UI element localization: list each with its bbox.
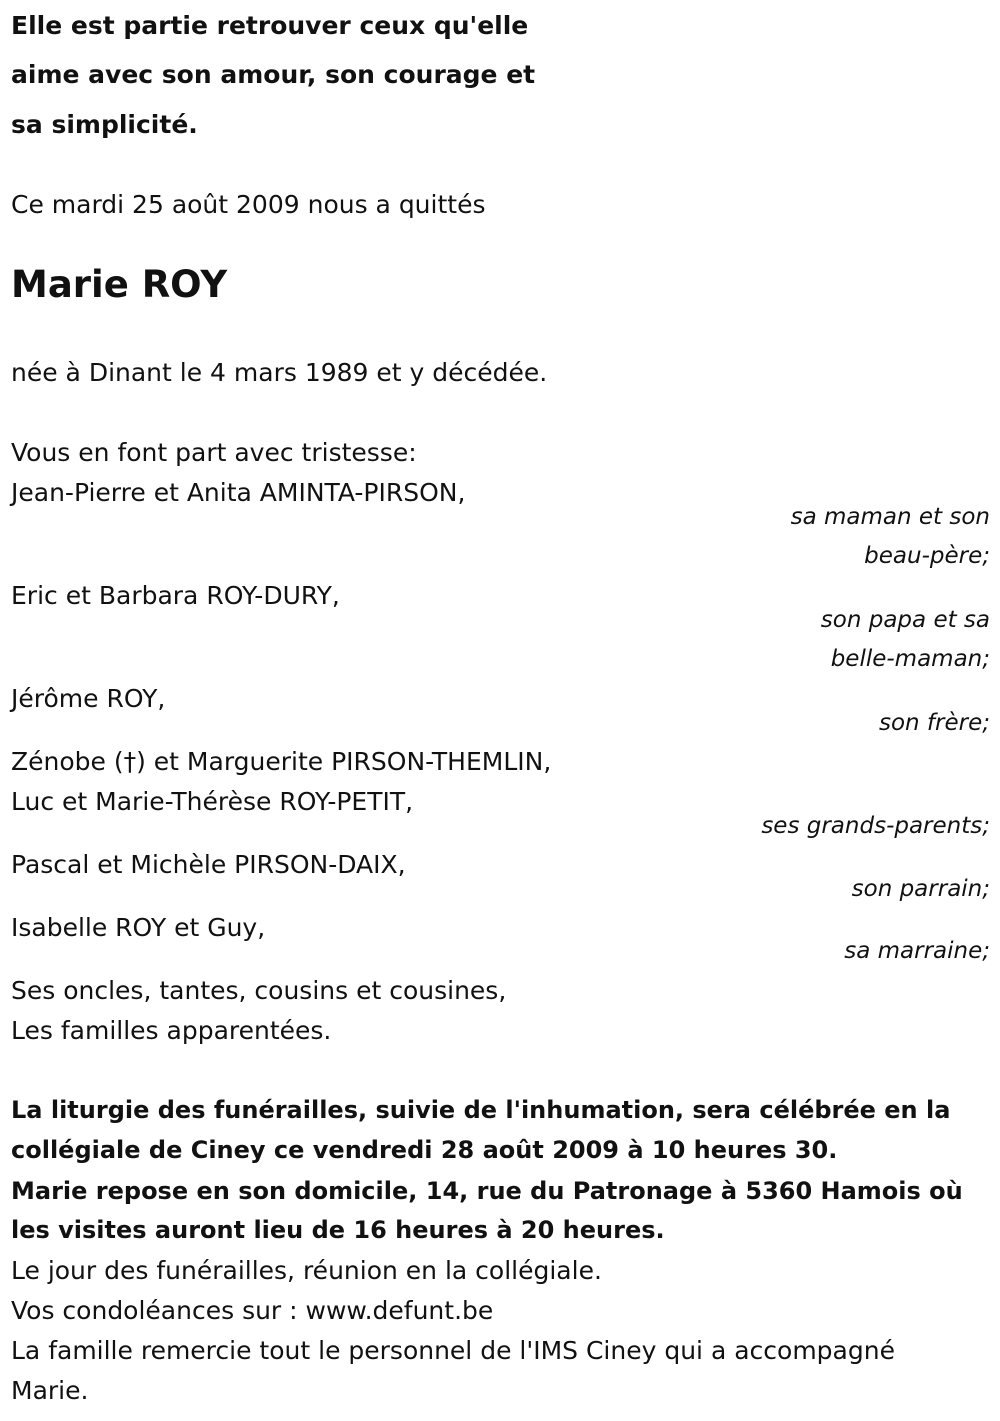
family-member-3: Jérôme ROY, [11, 684, 166, 713]
family-relation-1a: sa maman et son [790, 504, 990, 530]
closing-line-3: La famille remercie tout le personnel de l'IMS Ciney qui a accompagné [11, 1336, 895, 1365]
closing-line-1: Le jour des funérailles, réunion en la collégiale. [11, 1256, 602, 1285]
intro-line-3: sa simplicité. [11, 110, 198, 139]
family-relation-7: sa marraine; [844, 938, 990, 964]
others-line-2: Les familles apparentées. [11, 1016, 332, 1045]
death-notice: Ce mardi 25 août 2009 nous a quittés [11, 190, 486, 219]
closing-line-4: Marie. [11, 1376, 89, 1405]
family-member-7: Isabelle ROY et Guy, [11, 913, 266, 942]
family-member-1: Jean-Pierre et Anita AMINTA-PIRSON, [11, 478, 466, 507]
deceased-name: Marie ROY [11, 263, 228, 306]
family-member-2: Eric et Barbara ROY-DURY, [11, 581, 340, 610]
family-member-6: Pascal et Michèle PIRSON-DAIX, [11, 850, 406, 879]
intro-line-1: Elle est partie retrouver ceux qu'elle [11, 11, 529, 40]
funeral-line-3: Marie repose en son domicile, 14, rue du Patronage à 5360 Hamois où [11, 1177, 963, 1205]
family-relation-1b: beau-père; [864, 543, 990, 569]
others-line-1: Ses oncles, tantes, cousins et cousines, [11, 976, 507, 1005]
intro-line-2: aime avec son amour, son courage et [11, 60, 536, 89]
birth-info: née à Dinant le 4 mars 1989 et y décédée. [11, 358, 548, 387]
funeral-line-1: La liturgie des funérailles, suivie de l'inhumation, sera célébrée en la [11, 1096, 951, 1124]
family-relation-2a: son papa et sa [820, 607, 990, 633]
family-member-4: Zénobe (†) et Marguerite PIRSON-THEMLIN, [11, 747, 552, 776]
family-relation-6: son parrain; [851, 876, 990, 902]
family-relation-2b: belle-maman; [830, 646, 990, 672]
funeral-line-2: collégiale de Ciney ce vendredi 28 août 2009 à 10 heures 30. [11, 1136, 838, 1164]
closing-line-2: Vos condoléances sur : www.defunt.be [11, 1296, 494, 1325]
family-relation-5: ses grands-parents; [761, 813, 990, 839]
funeral-line-4: les visites auront lieu de 16 heures à 20 heures. [11, 1216, 665, 1244]
family-member-5: Luc et Marie-Thérèse ROY-PETIT, [11, 787, 414, 816]
announcement: Vous en font part avec tristesse: [11, 438, 417, 467]
family-relation-3: son frère; [878, 710, 990, 736]
